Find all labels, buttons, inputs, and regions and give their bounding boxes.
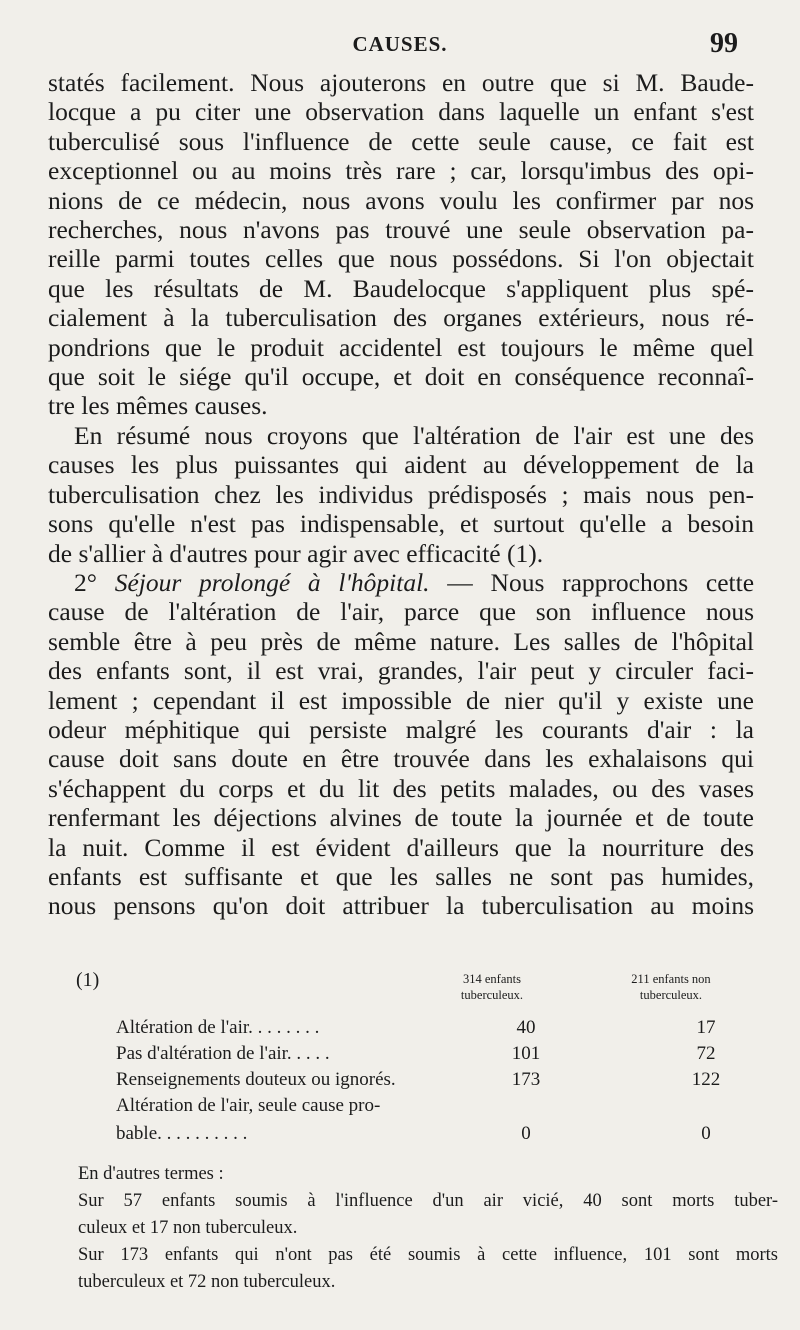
- text-line: odeur méphitique qui persiste malgré les courants d'air : la: [48, 714, 754, 744]
- section-heading-line: [48, 568, 754, 597]
- row-value: 122: [691, 1069, 721, 1090]
- table-row: [116, 1043, 736, 1067]
- summary-line: tuberculeux et 72 non tuberculeux.: [78, 1272, 336, 1292]
- summary-line: culeux et 17 non tuberculeux.: [78, 1218, 298, 1238]
- text-line: lement ; cependant il est impossible de nier qu'il y existe une: [48, 685, 754, 715]
- text-line: locque a pu citer une observation dans laquelle un enfant s'est: [48, 97, 754, 127]
- text-line: En résumé nous croyons que l'altération de l'air est une des: [74, 420, 754, 450]
- row-value: 40: [516, 1017, 536, 1038]
- text-line: s'échappent du corps et du lit des petits malades, ou des vases: [48, 773, 754, 803]
- section-number: 2°: [74, 567, 97, 597]
- text-line: semble être à peu près de même nature. Les salles de l'hôpital: [48, 626, 754, 656]
- text-line: sons qu'elle n'est pas indispensable, et surtout qu'elle a besoin: [48, 509, 754, 539]
- text-line: pondrions que le produit accidentel est toujours le même quel: [48, 332, 754, 362]
- text-line: renfermant les déjections alvines de toute la journée et de toute: [48, 803, 754, 833]
- text-line: nions de ce médecin, nous avons voulu les confirmer par nos: [48, 185, 754, 215]
- main-text: [48, 68, 754, 921]
- running-title: CAUSES.: [352, 32, 448, 56]
- section-rest: Nous rapprochons cette: [490, 567, 755, 597]
- page-number: 99: [710, 28, 738, 59]
- text-line: exceptionnel ou au moins très rare ; car, lorsqu'imbus des opi-: [48, 156, 754, 186]
- text-line: enfants est suffisante et que les salles ne sont pas humides,: [48, 861, 754, 891]
- row-label: bable. . . . . . . . . .: [116, 1123, 248, 1144]
- footnote-marker: (1): [76, 969, 100, 991]
- row-value: 173: [511, 1069, 541, 1090]
- row-label: Altération de l'air, seule cause pro-: [116, 1095, 381, 1116]
- table-row: [116, 1095, 736, 1119]
- text-line: nous pensons qu'on doit attribuer la tuberculisation au moins: [48, 891, 754, 921]
- table-row: [116, 1069, 736, 1093]
- summary-heading: En d'autres termes :: [78, 1164, 224, 1184]
- row-value: 101: [511, 1043, 541, 1064]
- text-line: statés facilement. Nous ajouterons en outre que si M. Baude-: [48, 68, 754, 97]
- row-value: 72: [696, 1043, 716, 1064]
- table-row: [116, 1017, 736, 1041]
- table-row: [116, 1123, 736, 1147]
- text-line: tuberculisation chez les individus prédisposés ; mais nous pen-: [48, 479, 754, 509]
- text-line: causes les plus puissantes qui aident au développement de la: [48, 450, 754, 480]
- row-value: 17: [696, 1017, 716, 1038]
- row-label: Altération de l'air. . . . . . . .: [116, 1017, 320, 1038]
- section-heading: Séjour prolongé à l'hôpital.: [114, 567, 430, 597]
- text-line: de s'allier à d'autres pour agir avec efficacité (1).: [48, 538, 544, 568]
- text-line: recherches, nous n'avons pas trouvé une seule observation pa-: [48, 215, 754, 245]
- row-value: 0: [701, 1123, 711, 1144]
- text-line: que soit le siége qu'il occupe, et doit en conséquence reconnaî-: [48, 362, 754, 392]
- footnote-summary: [78, 1161, 778, 1296]
- column-header-non-tuberculous: 211 enfants non tuberculeux.: [631, 972, 711, 1002]
- text-line: tuberculisé sous l'influence de cette seule cause, ce fait est: [48, 126, 754, 156]
- text-line: cause doit sans doute en être trouvée dans les exhalaisons qui: [48, 744, 754, 774]
- text-line: cialement à la tuberculisation des organes extérieurs, nous ré-: [48, 303, 754, 333]
- section-dash: —: [447, 567, 473, 597]
- row-label: Renseignements douteux ou ignorés.: [116, 1069, 396, 1090]
- text-line: reille parmi toutes celles que nous possédons. Si l'on objectait: [48, 244, 754, 274]
- text-line: que les résultats de M. Baudelocque s'appliquent plus spé-: [48, 273, 754, 303]
- text-line: des enfants sont, il est vrai, grandes, l'air peut y circuler faci-: [48, 656, 754, 686]
- summary-line: Sur 57 enfants soumis à l'influence d'un air vicié, 40 sont morts tuber-: [78, 1191, 778, 1211]
- text-line: la nuit. Comme il est évident d'ailleurs que la nourriture des: [48, 832, 754, 862]
- row-label: Pas d'altération de l'air. . . . .: [116, 1043, 330, 1064]
- column-header-tuberculous: 314 enfants tuberculeux.: [460, 972, 524, 1002]
- running-header: [0, 30, 800, 64]
- text-line: cause de l'altération de l'air, parce que son influence nous: [48, 597, 754, 627]
- summary-line: Sur 173 enfants qui n'ont pas été soumis à cette influence, 101 sont morts: [78, 1245, 778, 1265]
- text-line: tre les mêmes causes.: [48, 391, 268, 421]
- row-value: 0: [521, 1123, 531, 1144]
